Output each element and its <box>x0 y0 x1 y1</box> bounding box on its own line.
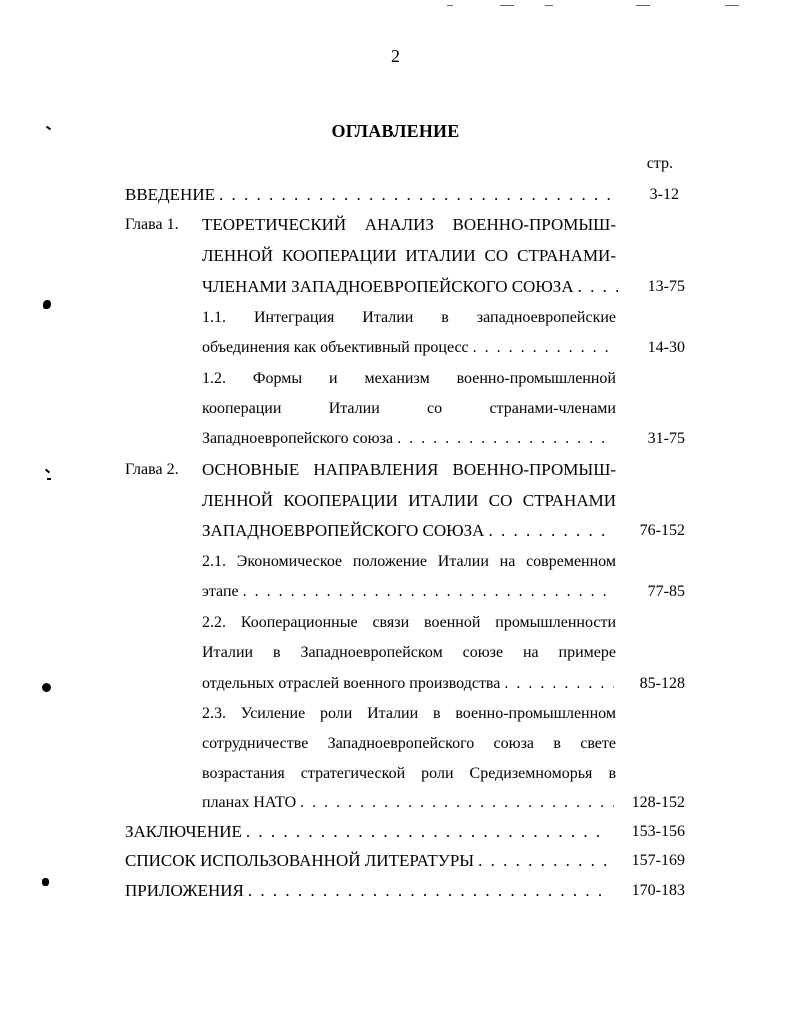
scan-speck <box>636 5 650 6</box>
scan-speck <box>45 469 50 474</box>
scan-speck <box>43 300 51 309</box>
section-line: 2.3. Усиление роли Италии в военно-промышленном <box>202 705 616 722</box>
scan-speck <box>42 878 49 886</box>
scan-speck <box>545 5 553 6</box>
toc-entry-bibliography: СПИСОК ИСПОЛЬЗОВАННОЙ ЛИТЕРАТУРЫ . . . <box>125 848 615 874</box>
section-line: объединения как объективный процесс . . . <box>202 335 620 361</box>
section-page: 128-152 <box>631 794 685 811</box>
section-line: кооперации Италии со странами-членами <box>202 400 616 417</box>
toc-entry-page: 170-183 <box>631 882 685 899</box>
section-page: 31-75 <box>647 430 685 447</box>
chapter-title-line: ЛЕННОЙ КООПЕРАЦИИ ИТАЛИИ СО СТРАНАМИ- <box>202 246 616 265</box>
section-line: сотрудничестве Западноевропейского союза в свете <box>202 735 616 752</box>
chapter-page: 13-75 <box>647 278 685 295</box>
page-column-label: стр. <box>646 155 673 172</box>
section-line: отдельных отраслей военного производства . . . <box>202 671 620 697</box>
chapter-page: 76-152 <box>639 522 685 539</box>
chapter-label: Глава 2. <box>125 461 179 478</box>
scan-speck <box>447 5 453 6</box>
scan-speck <box>500 5 514 6</box>
toc-entry-page: 157-169 <box>631 852 685 869</box>
scan-speck <box>47 478 51 480</box>
toc-entry-introduction <box>125 182 618 208</box>
section-line: планах НАТО . . . <box>202 790 620 816</box>
toc-entry-label: ВВЕДЕНИЕ <box>125 185 215 204</box>
chapter-title-line: ОСНОВНЫЕ НАПРАВЛЕНИЯ ВОЕННО-ПРОМЫШ- <box>202 460 616 479</box>
toc-entry-page: 153-156 <box>631 823 685 840</box>
section-line: Западноевропейского союза . . . <box>202 426 620 452</box>
chapter-title-line: ТЕОРЕТИЧЕСКИЙ АНАЛИЗ ВОЕННО-ПРОМЫШ- <box>202 215 616 234</box>
section-line: 2.1. Экономическое положение Италии на современном <box>202 553 616 570</box>
chapter-label: Глава 1. <box>125 216 179 233</box>
chapter-title-line: ЗАПАДНОЕВРОПЕЙСКОГО СОЮЗА . . . <box>202 518 620 544</box>
section-line: возрастания стратегической роли Средиземноморья в <box>202 765 616 782</box>
section-line: 1.2. Формы и механизм военно-промышленной <box>202 370 616 387</box>
page-title: ОГЛАВЛЕНИЕ <box>331 121 460 141</box>
toc-entry-conclusion: ЗАКЛЮЧЕНИЕ . . . <box>125 819 615 845</box>
scan-speck <box>42 683 51 692</box>
section-page: 85-128 <box>639 675 685 692</box>
scan-speck <box>725 5 739 6</box>
chapter-title-line: ЧЛЕНАМИ ЗАПАДНОЕВРОПЕЙСКОГО СОЮЗА . . . <box>202 274 624 300</box>
section-line: 2.2. Кооперационные связи военной промышленности <box>202 614 616 631</box>
section-line: этапе . . . <box>202 579 620 605</box>
section-page: 77-85 <box>647 583 685 600</box>
section-line: 1.1. Интеграция Италии в западноевропейские <box>202 309 616 326</box>
section-page: 14-30 <box>647 339 685 356</box>
section-line: Италии в Западноевропейском союзе на примере <box>202 644 616 661</box>
chapter-title-line: ЛЕННОЙ КООПЕРАЦИИ ИТАЛИИ СО СТРАНАМИ <box>202 491 616 510</box>
toc-entry-appendices: ПРИЛОЖЕНИЯ . . . <box>125 878 615 904</box>
page-number: 2 <box>391 46 400 66</box>
toc-entry-page: 3-12 <box>649 186 679 203</box>
